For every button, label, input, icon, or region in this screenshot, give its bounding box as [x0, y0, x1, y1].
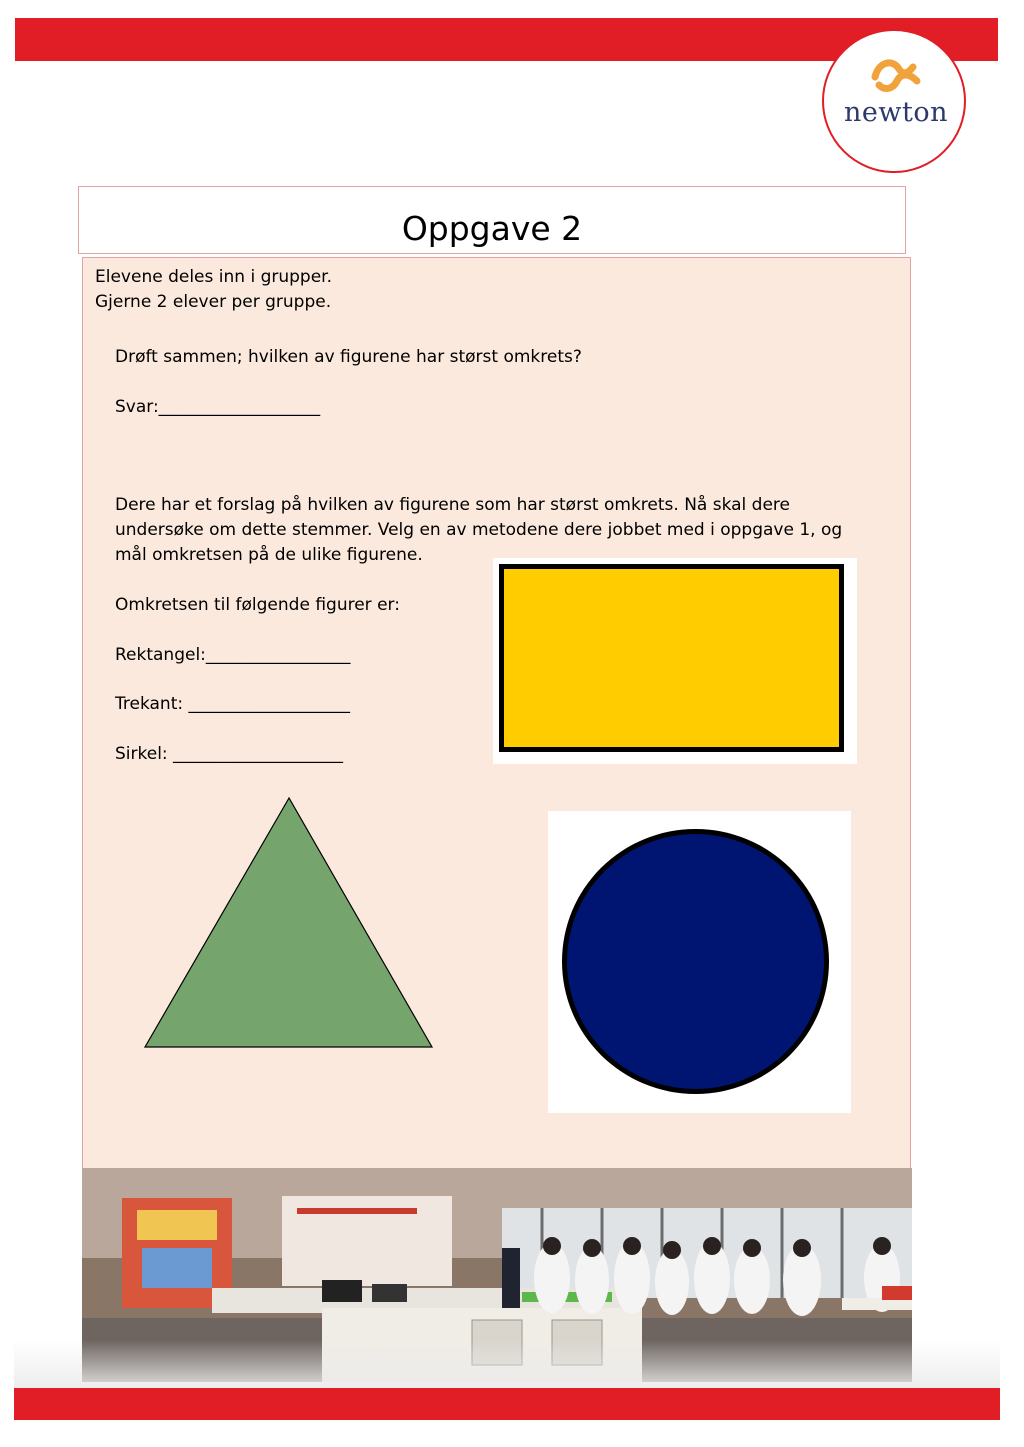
circle-answer-field: Sirkel: ____________________	[115, 744, 344, 764]
perimeter-heading: Omkretsen til følgende figurer er:	[115, 595, 400, 615]
yellow-rectangle-figure	[499, 564, 844, 752]
newton-logo	[822, 29, 966, 173]
answer-field: Svar:___________________	[115, 397, 321, 417]
triangle-answer-field: Trekant: ___________________	[115, 694, 350, 714]
discussion-question: Drøft sammen; hvilken av figurene har størst omkrets?	[115, 347, 582, 367]
bottom-decorative-fade	[14, 1340, 1000, 1388]
instructions-paragraph: Dere har et forslag på hvilken av figurene som har størst omkrets. Nå skal dere undersøke om dette stemmer. Velg en av metodene dere jobbet med i oppgave 1, og mål omkretsen på de ulike figurene.	[115, 495, 843, 565]
blue-circle-figure	[562, 829, 829, 1094]
green-triangle-figure	[143, 796, 435, 1050]
title-box	[78, 186, 906, 254]
intro-line-2: Gjerne 2 elever per gruppe.	[95, 292, 332, 312]
intro-line-1: Elevene deles inn i grupper.	[95, 267, 333, 287]
rectangle-answer-field: Rektangel:_________________	[115, 645, 351, 665]
logo-text: newton	[844, 97, 948, 128]
bottom-red-bar	[14, 1388, 1000, 1420]
newton-logo-mark-icon	[869, 55, 923, 95]
page-title: Oppgave 2	[401, 209, 583, 248]
